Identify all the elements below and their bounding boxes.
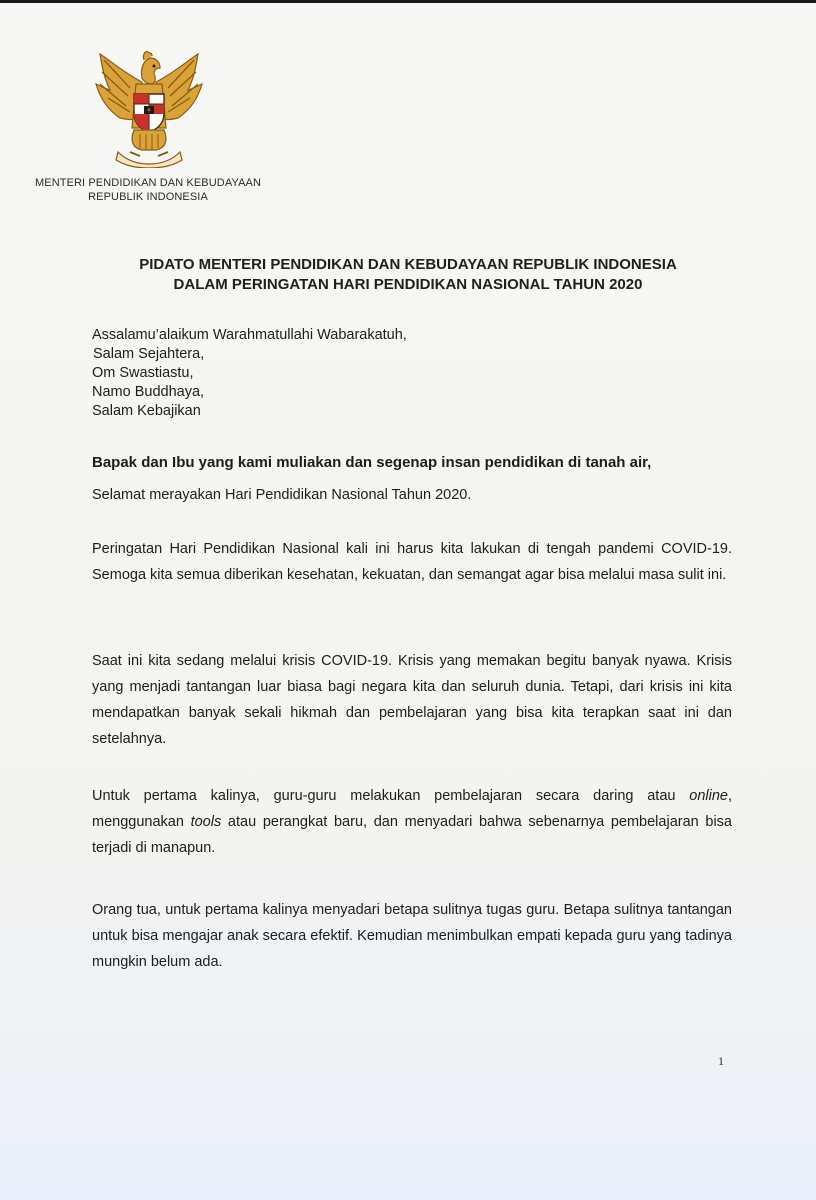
greeting-line: Salam Sejahtera, — [93, 346, 205, 362]
paragraph-teachers — [92, 783, 732, 861]
top-edge-bar — [0, 0, 816, 3]
paragraph-crisis: Saat ini kita sedang melalui krisis COVID-19. Krisis yang memakan begitu banyak nyawa. Krisis yang menjadi tantangan luar biasa bagi negara kita dan seluruh dunia. Tetapi, dari krisis ini kita mendapatkan banyak sekali hikmah dan pembelajaran yang bisa kita terapkan saat ini dan setelahnya. — [92, 653, 732, 747]
greeting-line: Salam Kebajikan — [92, 403, 201, 419]
paragraph-text: , menggunakan — [92, 788, 732, 830]
salutation: Bapak dan Ibu yang kami muliakan dan segenap insan pendidikan di tanah air, — [92, 454, 652, 471]
ministry-name-line: MENTERI PENDIDIKAN DAN KEBUDAYAAN — [35, 177, 261, 189]
title-line-1: PIDATO MENTERI PENDIDIKAN DAN KEBUDAYAAN REPUBLIK INDONESIA — [139, 256, 677, 273]
ministry-header — [34, 176, 262, 204]
address-block — [92, 453, 732, 505]
page-number: 1 — [718, 1054, 724, 1068]
congratulation-line: Selamat merayakan Hari Pendidikan Nasional Tahun 2020. — [92, 487, 472, 503]
speech-title — [80, 255, 736, 295]
paragraph-text: Untuk pertama kalinya, guru-guru melakukan pembelajaran secara daring atau — [92, 788, 690, 804]
country-name-line: REPUBLIK INDONESIA — [88, 191, 208, 203]
greeting-line: Om Swastiastu, — [92, 365, 194, 381]
italic-term: online — [689, 788, 728, 804]
greeting-line: Namo Buddhaya, — [92, 384, 205, 400]
garuda-pancasila-emblem-icon — [90, 48, 208, 168]
italic-term: tools — [190, 814, 222, 830]
title-line-2: DALAM PERINGATAN HARI PENDIDIKAN NASIONAL TAHUN 2020 — [173, 276, 643, 293]
paragraph-text: atau perangkat baru, dan menyadari bahwa sebenarnya pembelajaran bisa terjadi di manapun. — [92, 814, 732, 856]
paragraph-pandemic: Peringatan Hari Pendidikan Nasional kali ini harus kita lakukan di tengah pandemi COVID-19. Semoga kita semua diberikan kesehatan, kekuatan, dan semangat agar bisa melalui masa sulit ini. — [92, 541, 732, 583]
greetings-block — [92, 326, 407, 421]
greeting-line: Assalamu’alaikum Warahmatullahi Wabarakatuh, — [92, 327, 407, 343]
paragraph-parents: Orang tua, untuk pertama kalinya menyadari betapa sulitnya tugas guru. Betapa sulitnya tantangan untuk bisa mengajar anak secara efektif. Kemudian menimbulkan empati kepada guru yang tadinya mungkin belum ada. — [92, 902, 732, 970]
